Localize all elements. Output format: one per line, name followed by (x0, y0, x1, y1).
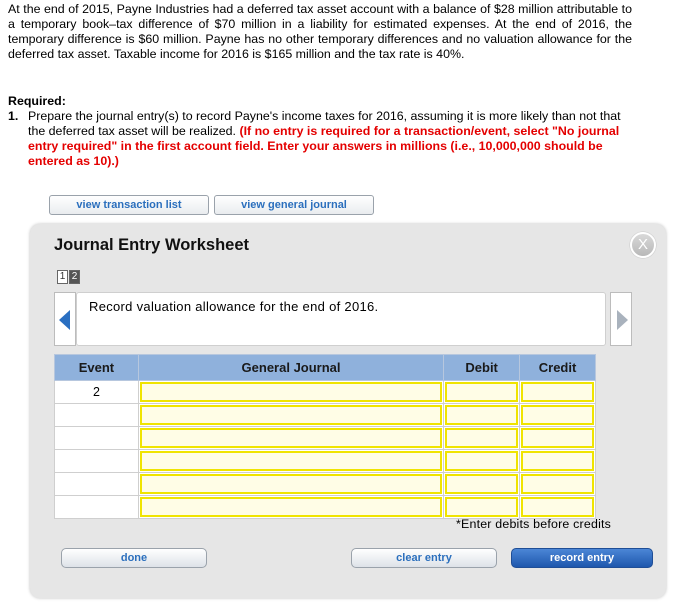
page-2-button[interactable]: 2 (69, 270, 80, 284)
requirement-item (8, 109, 636, 169)
table-row (55, 427, 596, 450)
requirement-prompt: Prepare the journal entry(s) to record Payne's income taxes for 2016, assuming it is more likely than not that the deferred tax asset will be realized. (28, 109, 621, 138)
problem-statement: At the end of 2015, Payne Industries had a deferred tax asset account with a balance of $28 million attributable to a temporary book–tax difference of $70 million in a liability for estimated expenses. At the end of 2016, the temporary difference is $60 million. Payne has no other temporary differences and no valuation allowance for the deferred tax asset. Taxable income for 2016 is $165 million and the tax rate is 40%. (8, 2, 632, 61)
page-1-button[interactable]: 1 (57, 270, 68, 284)
account-field[interactable] (140, 382, 442, 402)
event-cell (55, 496, 139, 519)
column-header-general-journal: General Journal (138, 355, 443, 381)
event-cell (55, 427, 139, 450)
credit-field[interactable] (521, 405, 594, 425)
worksheet-pager (57, 270, 81, 288)
credit-field[interactable] (521, 497, 594, 517)
event-cell: 2 (55, 381, 139, 404)
credit-field[interactable] (521, 382, 594, 402)
requirement-instruction: (If no entry is required for a transaction/event, select "No journal entry required" in the first account field. Enter your answers in millions (i.e., 10,000,000 should be entered as 10).) (28, 124, 620, 168)
table-row (55, 404, 596, 427)
table-row (55, 381, 596, 404)
account-field[interactable] (140, 428, 442, 448)
column-header-credit: Credit (520, 355, 596, 381)
debit-field[interactable] (445, 497, 518, 517)
credit-field[interactable] (521, 474, 594, 494)
event-cell (55, 404, 139, 427)
journal-entry-worksheet-panel (30, 224, 666, 598)
required-heading: Required: (8, 94, 66, 108)
account-field[interactable] (140, 451, 442, 471)
table-row (55, 450, 596, 473)
clear-entry-button[interactable]: clear entry (351, 548, 497, 568)
close-icon[interactable]: X (630, 232, 656, 258)
table-row (55, 496, 596, 519)
table-row (55, 473, 596, 496)
debit-field[interactable] (445, 405, 518, 425)
journal-table (54, 354, 596, 519)
requirement-number: 1. (8, 109, 19, 123)
debit-field[interactable] (445, 451, 518, 471)
previous-arrow-icon[interactable] (54, 292, 76, 346)
credit-field[interactable] (521, 451, 594, 471)
debit-field[interactable] (445, 474, 518, 494)
event-cell (55, 450, 139, 473)
view-transaction-list-button[interactable]: view transaction list (49, 195, 209, 215)
credit-field[interactable] (521, 428, 594, 448)
worksheet-title: Journal Entry Worksheet (54, 236, 249, 254)
requirement-text (28, 109, 636, 169)
view-general-journal-button[interactable]: view general journal (214, 195, 374, 215)
account-field[interactable] (140, 405, 442, 425)
done-button[interactable]: done (61, 548, 207, 568)
record-entry-button[interactable]: record entry (511, 548, 653, 568)
debit-field[interactable] (445, 382, 518, 402)
column-header-debit: Debit (444, 355, 520, 381)
event-cell (55, 473, 139, 496)
column-header-event: Event (55, 355, 139, 381)
account-field[interactable] (140, 474, 442, 494)
next-arrow-icon[interactable] (610, 292, 632, 346)
entry-description: Record valuation allowance for the end of 2016. (76, 292, 606, 346)
debit-field[interactable] (445, 428, 518, 448)
account-field[interactable] (140, 497, 442, 517)
debits-before-credits-note: *Enter debits before credits (456, 517, 612, 531)
